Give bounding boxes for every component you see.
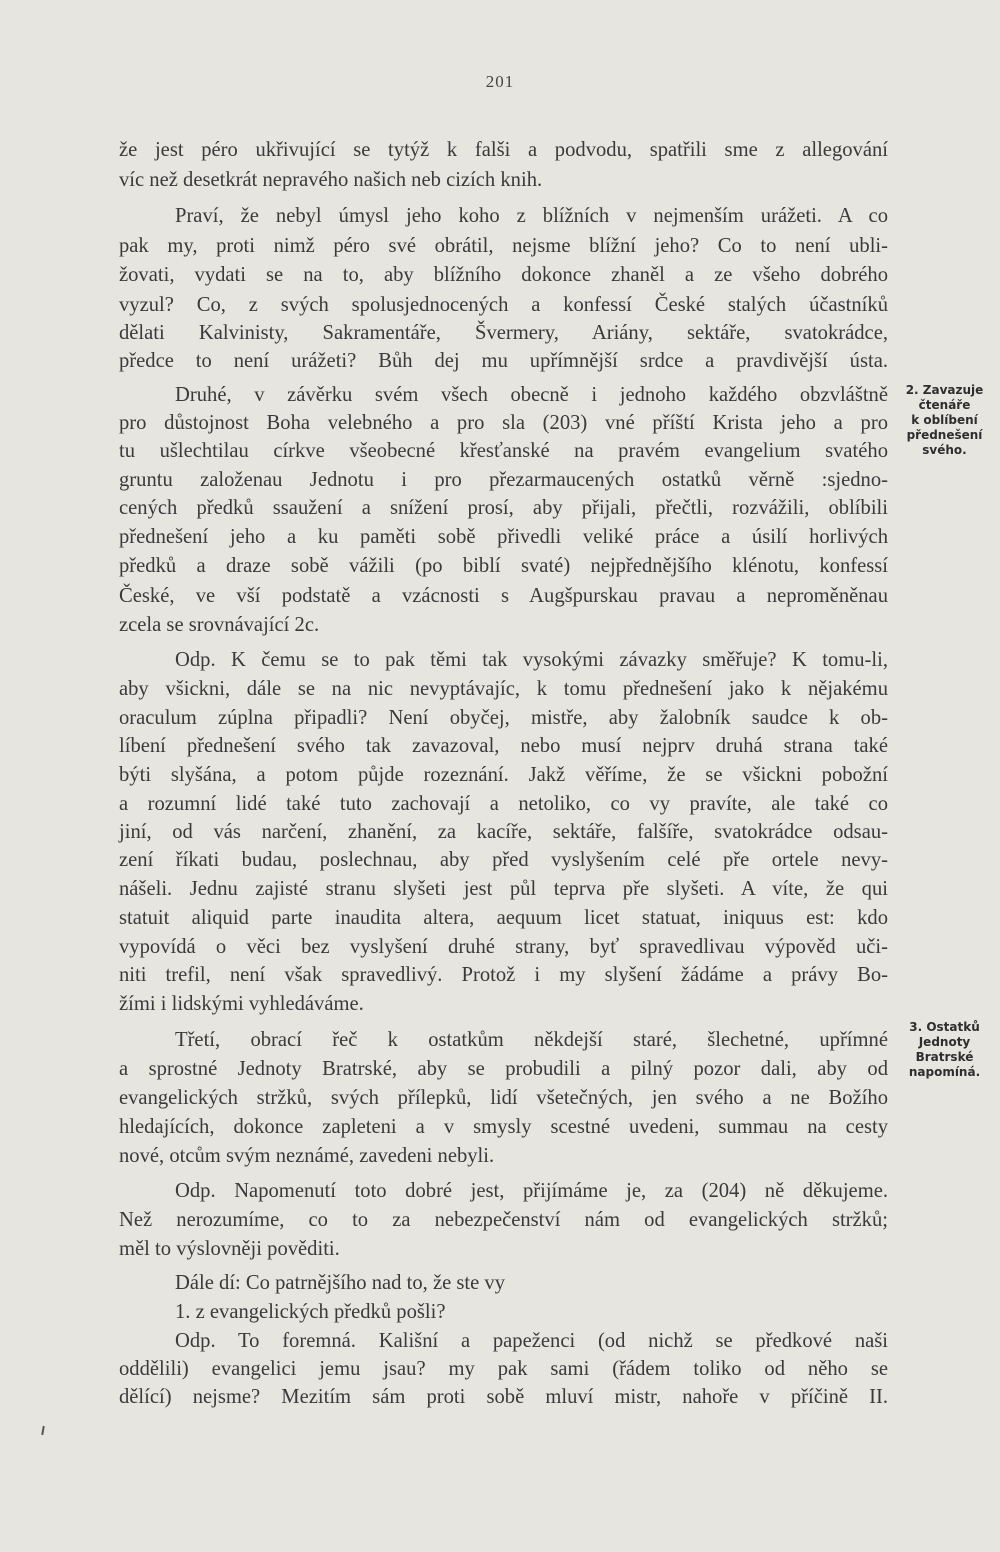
text-line: tu ušlechtilau církve všeobecné křesťanské na pravém evangelium svatého (119, 440, 888, 462)
margin-note-line: napomíná. (908, 1065, 981, 1079)
text-line: oddělili) evangelici jemu jsau? my pak sami (řádem toliko od něho se (119, 1358, 888, 1380)
page-number: 201 (485, 72, 515, 91)
text-line: přednešení jeho a ku paměti sobě přivedli veliké práce a úsilí horlivých (119, 526, 888, 548)
text-line: Třetí, obrací řeč k ostatkům někdejší staré, šlechetné, upřímné (175, 1029, 888, 1051)
text-line: že jest péro ukřivující se tytýž k falši a podvodu, spatřili sme z allegování (119, 139, 888, 161)
text-line: pro důstojnost Boha velebného a pro sla (203) vné příští Krista jeho a pro (119, 412, 888, 434)
text-line: měl to výslovněji pověditi. (119, 1238, 340, 1260)
text-line: oraculum zúplna připadli? Není obyčej, mistře, aby žalobník saudce k ob- (119, 707, 888, 729)
text-line: jiní, od vás narčení, zhanění, za kacíře, sektáře, falšíře, svatokrádce odsau- (119, 821, 888, 843)
text-line: zcela se srovnávající 2c. (119, 614, 320, 636)
text-line: gruntu založenau Jednotu i pro přezarmaucených ostatků věrně :sjedno- (119, 469, 888, 491)
text-line: a rozumní lidé také tuto zachovají a netoliko, co vy pravíte, ale také co (119, 793, 888, 815)
text-line: statuit aliquid parte inaudita altera, aequum licet statuat, iniquus est: kdo (119, 907, 888, 929)
text-line: evangelických stržků, svých přílepků, lidí všetečných, jen svého a ne Božího (119, 1087, 888, 1109)
text-line: vyzul? Co, z svých spolusjednocených a konfessí České stalých účastníků (119, 294, 888, 316)
margin-note (897, 383, 992, 458)
text-line: žími i lidskými vyhledáváme. (119, 993, 364, 1015)
margin-note-line: 3. Ostatků (909, 1020, 980, 1034)
text-line: 1. z evangelických předků pošli? (175, 1301, 446, 1323)
text-line: dělící) nejsme? Mezitím sám proti sobě mluví mistr, nahoře v příčině II. (119, 1386, 888, 1408)
text-line: víc než desetkrát nepravého našich neb cizích knih. (119, 169, 543, 191)
margin-note-line: svého. (922, 443, 967, 457)
margin-note (897, 1020, 992, 1080)
text-line: Odp. To foremná. Kališní a papeženci (od nichž se předkové naši (175, 1330, 888, 1352)
text-line: České, ve vší podstatě a vzácnosti s Augšpurskau pravau a neproměněnau (119, 585, 888, 607)
text-line: líbení přednešení svého tak zavazoval, nebo musí nejprv druhá strana také (119, 735, 888, 757)
text-line: zení říkati budau, poslechnau, aby před vyslyšením celé pře ortele nevy- (119, 849, 888, 871)
text-line: dělati Kalvinisty, Sakramentáře, Švermery, Ariány, sektáře, svatokrádce, (119, 322, 888, 344)
text-line: cených předků ssaužení a snížení prosí, aby přijali, přečtli, rozvážili, oblíbili (119, 497, 888, 519)
margin-note-line: přednešení (906, 428, 983, 442)
text-line: býti slyšána, a potom půjde rozeznání. Jakž věříme, že se všickni pobožní (119, 764, 888, 786)
text-line: Druhé, v závěrku svém všech obecně i jednoho každého obzvláštně (175, 384, 888, 406)
text-line: Než nerozumíme, co to za nebezpečenství nám od evangelických stržků; (119, 1209, 888, 1231)
margin-note-line: Jednoty (918, 1035, 971, 1049)
paper-speck (41, 1426, 45, 1435)
text-line: aby všickni, dále se na nic nevyptávajíc, k tomu přednešení jako k nějakému (119, 678, 888, 700)
margin-note-line: čtenáře (918, 398, 971, 412)
margin-note-line: k oblíbení (911, 413, 978, 427)
text-line: Odp. Napomenutí toto dobré jest, přijímáme je, za (204) ně děkujeme. (175, 1180, 888, 1202)
text-line: Praví, že nebyl úmysl jeho koho z blížních v nejmenším urážeti. A co (175, 205, 888, 227)
text-line: a sprostné Jednoty Bratrské, aby se probudili a pilný pozor dali, aby od (119, 1058, 888, 1080)
text-line: Dále dí: Co patrnějšího nad to, že ste vy (175, 1272, 505, 1294)
text-line: pak my, proti nimž péro své obrátil, nejsme blížní jeho? Co to není ubli- (119, 235, 888, 257)
margin-note-line: Bratrské (915, 1050, 974, 1064)
text-line: niti trefil, není však spravedlivý. Protož i my slyšení žádáme a právy Bo- (119, 964, 888, 986)
margin-note-line: 2. Zavazuje (905, 383, 984, 397)
text-line: Odp. K čemu se to pak těmi tak vysokými závazky směřuje? K tomu-li, (175, 649, 888, 671)
text-line: předků a draze sobě vážili (po biblí svaté) nejpřednějšího klénotu, konfessí (119, 555, 888, 577)
text-line: předce to není urážeti? Bůh dej mu upřímnější srdce a pravdivější ústa. (119, 350, 888, 372)
text-line: vypovídá o věci bez vyslyšení druhé strany, byť spravedlivau výpověd uči- (119, 936, 888, 958)
text-line: žovati, vydati se na to, aby blížního dokonce zhaněl a ze všeho dobrého (119, 264, 888, 286)
text-line: hledajících, dokonce zapleteni a v smysly scestné uvedeni, summau na cesty (119, 1116, 888, 1138)
text-line: nášeli. Jednu zajisté stranu slyšeti jest půl teprva pře slyšeti. A víte, že qui (119, 878, 888, 900)
text-line: nové, otcům svým neznámé, zavedeni nebyli. (119, 1145, 495, 1167)
